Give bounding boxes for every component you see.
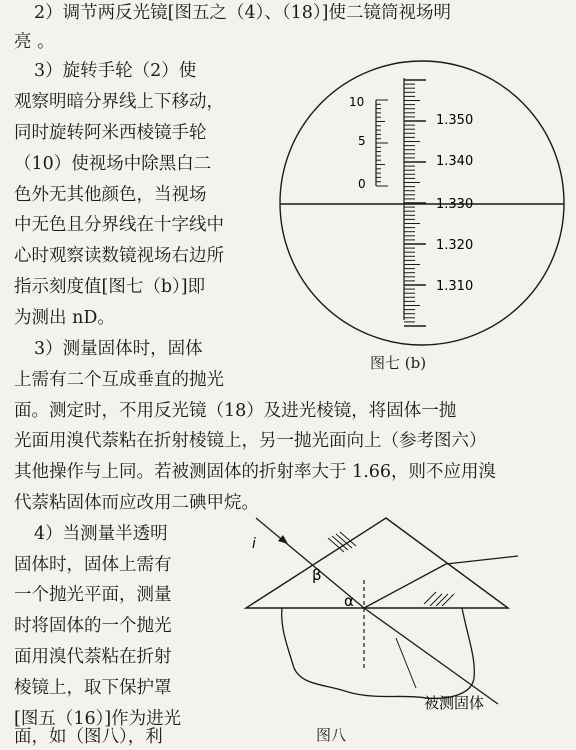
left-label-10: 10: [349, 95, 365, 109]
solid-label: 被测固体: [424, 694, 485, 712]
label-beta: β: [312, 566, 322, 584]
figure-8-prism-diagram: [236, 508, 532, 724]
right-label-1340: 1.340: [436, 154, 474, 169]
right-label-1320: 1.320: [436, 238, 474, 253]
right-label-1330: 1.330: [436, 197, 474, 212]
incident-arrowhead: [278, 535, 288, 544]
internal-ray: [364, 564, 446, 608]
figure-8-caption: 图八: [316, 726, 347, 744]
text-line: 中无色且分界线在十字线中: [14, 215, 224, 235]
exit-ray: [446, 556, 518, 564]
text-line: 指示刻度值[图七（b）]即: [14, 277, 206, 297]
right-scale-ticks: [404, 80, 426, 326]
right-label-1350: 1.350: [436, 113, 474, 128]
text-line: 亮 。: [14, 32, 55, 52]
text-line: 固体时，固体上需有: [14, 555, 172, 575]
figure-7b-scale-view: [254, 58, 576, 354]
solid-sample-outline: [282, 608, 475, 698]
text-line: 观察明暗分界线上下移动，: [14, 92, 224, 112]
text-line: 其他操作与上同。若被测固体的折射率大于 1.66，则不应用溴: [14, 462, 497, 482]
text-line: 3）旋转手轮（2）使: [34, 61, 197, 81]
text-line: 时将固体的一个抛光: [14, 616, 172, 636]
figure-7b-caption: 图七 (b): [370, 354, 427, 372]
text-line: [图五（16）]作为进光: [14, 709, 182, 729]
text-line: 同时旋转阿米西棱镜手轮: [14, 123, 207, 143]
prism-outline: [246, 518, 508, 608]
right-label-1310: 1.310: [436, 279, 474, 294]
solid-label-leader: [396, 638, 416, 688]
text-line: 一个抛光平面，测量: [14, 585, 172, 605]
text-line: 4）当测量半透明: [34, 524, 168, 544]
text-line-last: 面，如（图八），利: [14, 727, 163, 747]
left-label-5: 5: [358, 134, 366, 148]
text-line: 心时观察读数镜视场右边所: [14, 246, 224, 266]
text-line: 为测出 nD。: [14, 308, 115, 328]
text-line: 上需有二个互成垂直的抛光: [14, 370, 224, 390]
text-line: （10）使视场中除黑白二: [14, 154, 212, 174]
text-line: 2）调节两反光镜[图五之（4）、（18）]使二镜筒视场明: [34, 3, 451, 23]
text-line: 代萘粘固体而应改用二碘甲烷。: [14, 493, 259, 513]
text-line: 面。测定时，不用反光镜（18）及进光棱镜，将固体一抛: [14, 401, 457, 421]
text-line: 色外无其他颜色，当视场: [14, 185, 207, 205]
text-line: 光面用溴代萘粘在折射棱镜上，另一抛光面向上（参考图六）: [14, 431, 487, 451]
refracted-ray: [364, 608, 498, 704]
face-hatching-right: [424, 592, 454, 606]
left-scale-ticks: [376, 100, 388, 186]
face-hatching-top: [328, 532, 356, 552]
left-label-0: 0: [358, 177, 366, 191]
text-line: 面用溴代萘粘在折射: [14, 647, 172, 667]
text-line: 3）测量固体时，固体: [34, 339, 203, 359]
label-i: i: [252, 536, 256, 552]
text-line: 棱镜上，取下保护罩: [14, 678, 172, 698]
label-alpha: α: [344, 592, 354, 610]
